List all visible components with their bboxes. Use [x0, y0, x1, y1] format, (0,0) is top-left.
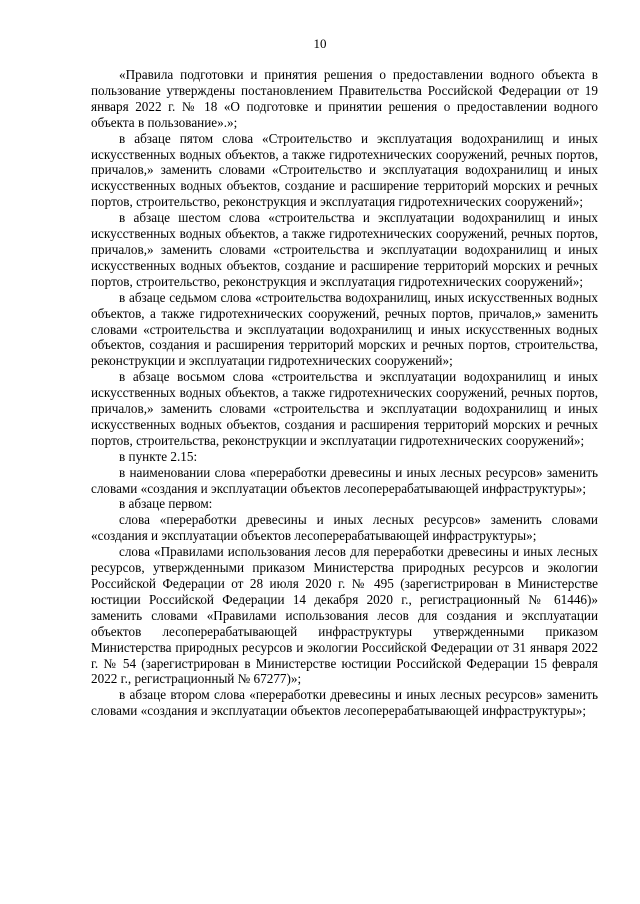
paragraph: слова «переработки древесины и иных лесных ресурсов» заменить словами «создания и эксплуатации объектов лесоперерабатывающей инфраструктуры»; [91, 512, 598, 544]
paragraph: «Правила подготовки и принятия решения о предоставлении водного объекта в пользование утверждены постановлением Правительства Российской Федерации от 19 января 2022 г. № 18 «О подготовке и принятии решения о предоставлении водного объекта в пользование».»; [91, 67, 598, 130]
paragraph: в абзаце пятом слова «Строительство и эксплуатация водохранилищ и иных искусственных водных объектов, а также гидротехнических сооружений, речных портов, причалов,» заменить словами «Строительство и эксплуатация водохранилищ и иных искусственных водных объектов, создание и расширение территорий морских и речных портов, строительство, реконструкция и эксплуатация гидротехнических сооружений»; [91, 130, 598, 210]
paragraph: в абзаце седьмом слова «строительства водохранилищ, иных искусственных водных объектов, а также гидротехнических сооружений, речных портов, причалов,» заменить словами «строительства и эксплуатации водохранилищ и иных искусственных водных объектов, создания и расширения территорий морских и речных портов, строительства, реконструкции и эксплуатации гидротехнических сооружений»; [91, 289, 598, 369]
paragraph: в абзаце первом: [119, 496, 213, 512]
document-body [91, 67, 598, 719]
paragraph: в абзаце втором слова «переработки древесины и иных лесных ресурсов» заменить словами «создания и эксплуатации объектов лесоперерабатывающей инфраструктуры»; [91, 687, 598, 719]
paragraph: в абзаце шестом слова «строительства и эксплуатации водохранилищ и иных искусственных водных объектов, а также гидротехнических сооружений, речных портов, причалов,» заменить словами «строительства и эксплуатации водохранилищ и иных искусственных водных объектов, создание и расширение территорий морских и речных портов, строительство, реконструкция и эксплуатация гидротехнических сооружений»; [91, 210, 598, 289]
paragraph: в наименовании слова «переработки древесины и иных лесных ресурсов» заменить словами «создания и эксплуатации объектов лесоперерабатывающей инфраструктуры»; [91, 464, 598, 496]
paragraph: в пункте 2.15: [119, 448, 198, 464]
paragraph: слова «Правилами использования лесов для переработки древесины и иных лесных ресурсов, утвержденными приказом Министерства природных ресурсов и экологии Российской Федерации от 28 июля 2020 г. № 495 (зарегистрирован в Министерстве юстиции Российской Федерации 14 декабря 2020 г., регистрационный № 61446)» заменить словами «Правилами использования лесов для создания и эксплуатации объектов лесоперерабатывающей инфраструктуры утвержденными приказом Министерства природных ресурсов и экологии Российской Федерации от 31 января 2022 г. № 54 (зарегистрирован в Министерстве юстиции Российской Федерации 15 февраля 2022 г., регистрационный № 67277)»; [91, 544, 598, 687]
paragraph: в абзаце восьмом слова «строительства и эксплуатации водохранилищ и иных искусственных водных объектов, а также гидротехнических сооружений, речных портов, причалов,» заменить словами «строительства и эксплуатации водохранилищ и иных искусственных водных объектов, создания и расширения территорий морских и речных портов, строительства, реконструкции и эксплуатации гидротехнических сооружений»; [91, 369, 598, 448]
page-number: 10 [313, 36, 327, 51]
